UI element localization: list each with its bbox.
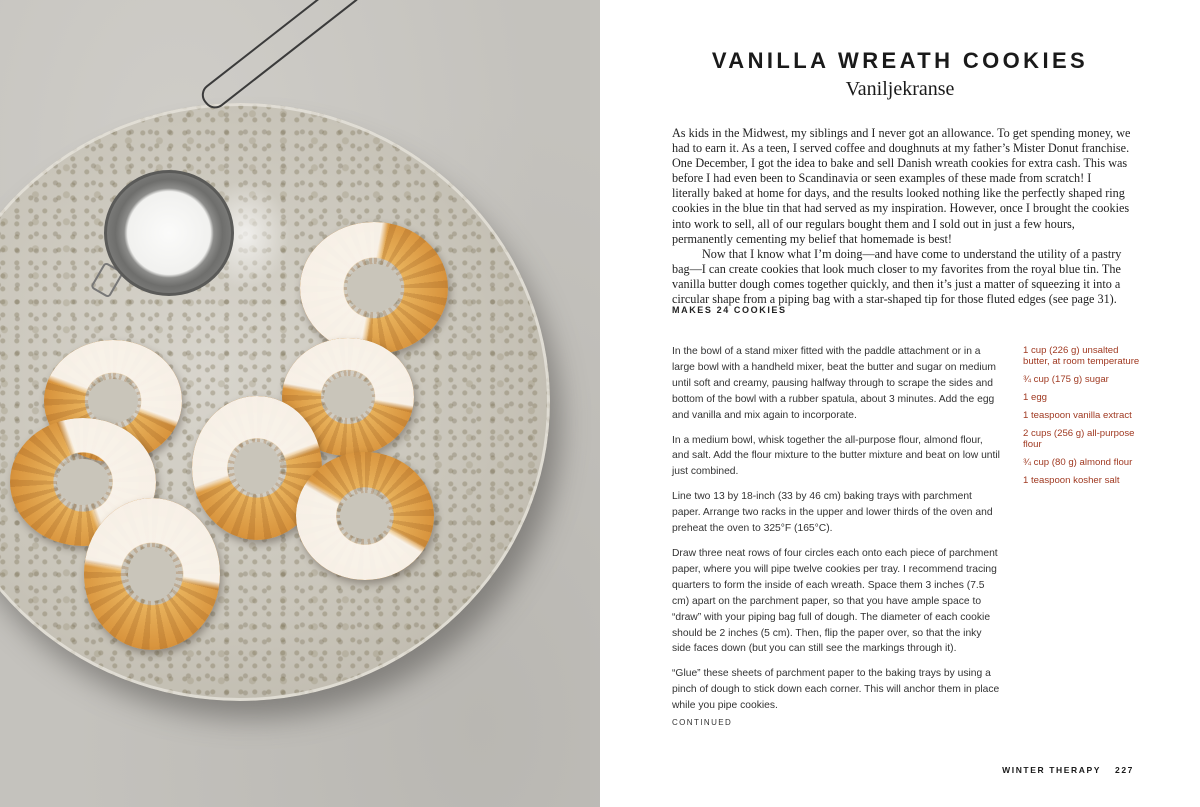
page-number: 227 xyxy=(1115,765,1134,775)
cookie xyxy=(84,498,220,650)
recipe-subtitle: Vaniljekranse xyxy=(845,78,955,100)
ingredient-item: ¾ cup (80 g) almond flour xyxy=(1023,457,1133,468)
recipe-page xyxy=(600,0,1200,807)
recipe-method xyxy=(672,344,1002,723)
ingredient-item: ¾ cup (175 g) sugar xyxy=(1023,374,1109,385)
recipe-intro xyxy=(672,126,1132,307)
ingredient-item: 2 cups (256 g) all-purpose flour xyxy=(1023,428,1135,450)
method-step: “Glue” these sheets of parchment paper to the baking trays by using a pinch of dough to stick down each corner. This will anchor them in place while you pipe cookies. xyxy=(672,668,1000,712)
page-footer xyxy=(1002,765,1134,775)
cookie xyxy=(300,222,448,354)
recipe-title: VANILLA WREATH COOKIES xyxy=(711,48,1089,73)
section-name: WINTER THERAPY xyxy=(1002,765,1102,775)
recipe-yield: MAKES 24 COOKIES xyxy=(672,305,787,315)
method-step: In the bowl of a stand mixer fitted with the paddle attachment or in a large bowl with a handheld mixer, beat the butter and sugar on medium until soft and creamy, pausing halfway through to scrape the sides and bottom of the bowl with a rubber spatula, about 3 minutes. Add the egg and vanilla and mix again to incorporate. xyxy=(672,346,996,421)
ingredient-item: 1 egg xyxy=(1023,392,1048,403)
ingredient-item: 1 cup (226 g) unsalted butter, at room temperature xyxy=(1023,345,1140,367)
sugar-sieve xyxy=(104,170,234,296)
intro-paragraph: Now that I know what I’m doing—and have come to understand the utility of a pastry bag—I can create cookies that look much closer to my favorites from the royal blue tin. The vanilla butter dough comes together quickly, and then it’s just a matter of squeezing it into a circular shape from a piping bag with a star-shaped tip for those fluted edges (see page 31). xyxy=(672,246,1122,307)
ingredient-item: 1 teaspoon vanilla extract xyxy=(1023,410,1132,421)
ingredient-item: 1 teaspoon kosher salt xyxy=(1023,475,1120,486)
method-step: In a medium bowl, whisk together the all-purpose flour, almond flour, and salt. Add the flour mixture to the butter mixture and beat on low until just combined. xyxy=(672,434,1000,478)
continued-label: CONTINUED xyxy=(672,718,733,727)
cookie xyxy=(296,452,434,580)
ingredient-list xyxy=(1023,345,1143,493)
method-step: Draw three neat rows of four circles each onto each piece of parchment paper, where you will pipe twelve cookies per tray. I recommend tracing quarters to form the inside of each wreath. Space them 3 inches (7.5 cm) apart on the parchment paper, so that you have ample space to “draw” with your piping bag full of dough. The diameter of each cookie should be 2 inches (5 cm). Then, flip the paper over, so that the inky side faces down (but you can still see the markings through it). xyxy=(672,547,998,655)
sieve-handle xyxy=(197,0,366,113)
method-step: Line two 13 by 18-inch (33 by 46 cm) baking trays with parchment paper. Arrange two racks in the upper and lower thirds of the oven and preheat the oven to 325°F (165°C). xyxy=(672,491,993,535)
intro-paragraph: As kids in the Midwest, my siblings and I never got an allowance. To get spending money, we had to earn it. As a teen, I served coffee and doughnuts at my father’s Mister Donut franchise. One December, I got the idea to bake and sell Danish wreath cookies for extra cash. This was before I had even been to Scandinavia or seen examples of these made from scratch! I literally baked at home for days, and the results looked nothing like the perfectly shaped ring cookies in the blue tin that had served as my inspiration. However, once I brought the cookies into work to sell, all of our regulars bought them and I sold out in just a few hours, permanently cementing my belief that homemade is best! xyxy=(672,126,1131,246)
